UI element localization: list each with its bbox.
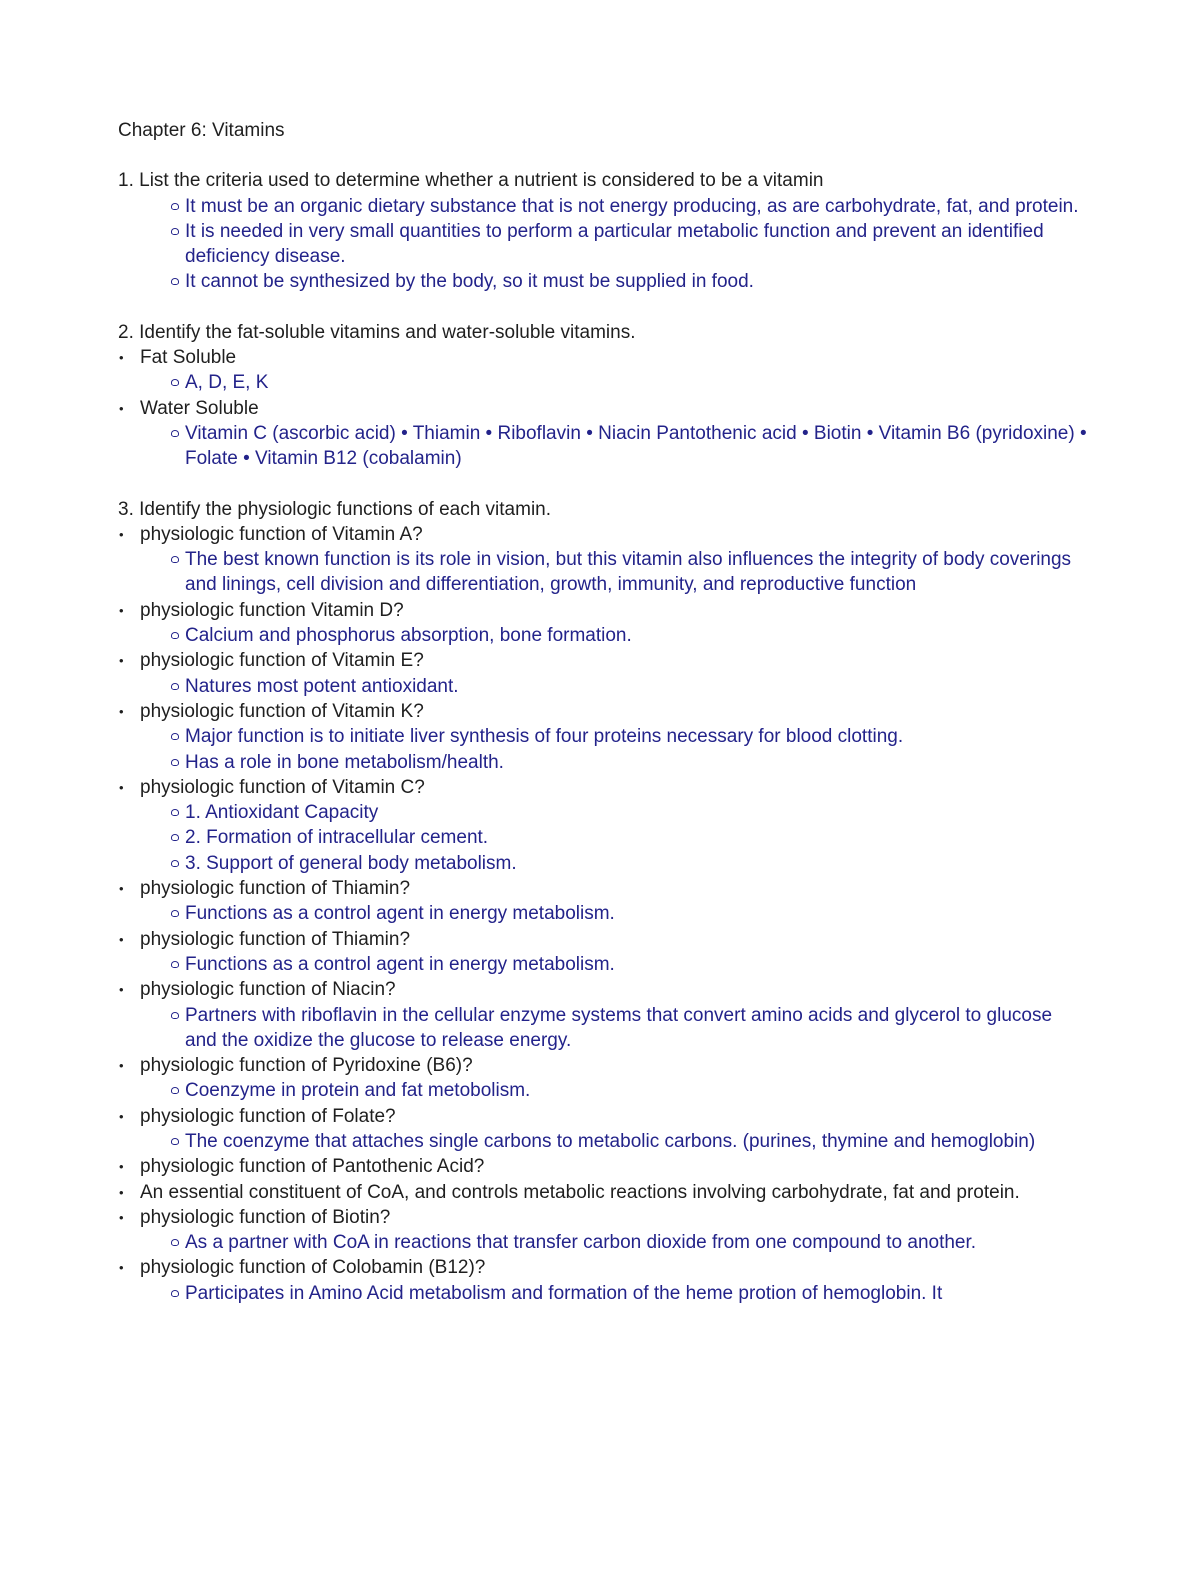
function-answer-item: 1. Antioxidant Capacity	[118, 800, 1088, 825]
question-3: 3. Identify the physiologic functions of each vitamin.	[118, 498, 552, 520]
fat-soluble-answer: A, D, E, K	[118, 370, 1088, 395]
q1-answer-3: It cannot be synthesized by the body, so it must be supplied in food.	[118, 269, 1088, 294]
q1-answer-1: It must be an organic dietary substance that is not energy producing, as are carbohydrate, fat, and protein.	[118, 194, 1088, 219]
function-answer-item: Calcium and phosphorus absorption, bone formation.	[118, 623, 1088, 648]
function-answer-item: Major function is to initiate liver synthesis of four proteins necessary for blood clotting.	[118, 724, 1088, 749]
vitamin-function-list	[118, 522, 1088, 1306]
function-answer-item: 2. Formation of intracellular cement.	[118, 825, 1088, 850]
function-answer-item: Natures most potent antioxidant.	[118, 674, 1088, 699]
function-question-item: • physiologic function of Vitamin E?	[118, 648, 1088, 673]
function-answer-item: Participates in Amino Acid metabolism and formation of the heme protion of hemoglobin. It	[118, 1281, 1088, 1306]
function-question-item: • physiologic function of Pyridoxine (B6)?	[118, 1053, 1088, 1078]
q1-answer-2: It is needed in very small quantities to perform a particular metabolic function and prevent an identified deficiency disease.	[118, 219, 1088, 270]
function-question-item: • physiologic function of Vitamin A?	[118, 522, 1088, 547]
question-1-section	[118, 168, 1088, 294]
function-answer-item: Coenzyme in protein and fat metobolism.	[118, 1078, 1088, 1103]
question-3-section	[118, 497, 1088, 1307]
function-question-item: • physiologic function of Biotin?	[118, 1205, 1088, 1230]
water-soluble-answer: Vitamin C (ascorbic acid) • Thiamin • Riboflavin • Niacin Pantothenic acid • Biotin • Vitamin B6 (pyridoxine) • Folate • Vitamin B12 (cobalamin)	[118, 421, 1088, 472]
function-question-item: • physiologic function of Folate?	[118, 1104, 1088, 1129]
function-question-item: • physiologic function of Thiamin?	[118, 927, 1088, 952]
function-answer-item: The best known function is its role in vision, but this vitamin also influences the integrity of body coverings and linings, cell division and differentiation, growth, immunity, and reproductive function	[118, 547, 1088, 598]
function-answer-item: Partners with riboflavin in the cellular enzyme systems that convert amino acids and glycerol to glucose and the oxidize the glucose to release energy.	[118, 1003, 1088, 1054]
function-question-item: • physiologic function of Vitamin K?	[118, 699, 1088, 724]
question-1: 1. List the criteria used to determine whether a nutrient is considered to be a vitamin	[118, 170, 824, 192]
document-page	[118, 118, 1088, 1306]
water-soluble-label: • Water Soluble	[118, 396, 1088, 421]
function-question-item: • physiologic function of Pantothenic Acid?	[118, 1154, 1088, 1179]
function-answer-item: Functions as a control agent in energy metabolism.	[118, 952, 1088, 977]
fat-soluble-label: • Fat Soluble	[118, 345, 1088, 370]
function-question-item: • physiologic function of Thiamin?	[118, 876, 1088, 901]
function-question-item: • An essential constituent of CoA, and controls metabolic reactions involving carbohydrate, fat and protein.	[118, 1180, 1088, 1205]
function-question-item: • physiologic function of Colobamin (B12)?	[118, 1255, 1088, 1280]
function-question-item: • physiologic function of Niacin?	[118, 977, 1088, 1002]
function-answer-item: As a partner with CoA in reactions that transfer carbon dioxide from one compound to another.	[118, 1230, 1088, 1255]
function-answer-item: Functions as a control agent in energy metabolism.	[118, 901, 1088, 926]
function-question-item: • physiologic function of Vitamin C?	[118, 775, 1088, 800]
function-answer-item: 3. Support of general body metabolism.	[118, 851, 1088, 876]
function-answer-item: Has a role in bone metabolism/health.	[118, 750, 1088, 775]
question-2: 2. Identify the fat-soluble vitamins and water-soluble vitamins.	[118, 321, 636, 343]
question-2-section	[118, 320, 1088, 472]
page-title: Chapter 6: Vitamins	[118, 120, 285, 141]
function-answer-item: The coenzyme that attaches single carbons to metabolic carbons. (purines, thymine and hemoglobin)	[118, 1129, 1088, 1154]
function-question-item: • physiologic function Vitamin D?	[118, 598, 1088, 623]
